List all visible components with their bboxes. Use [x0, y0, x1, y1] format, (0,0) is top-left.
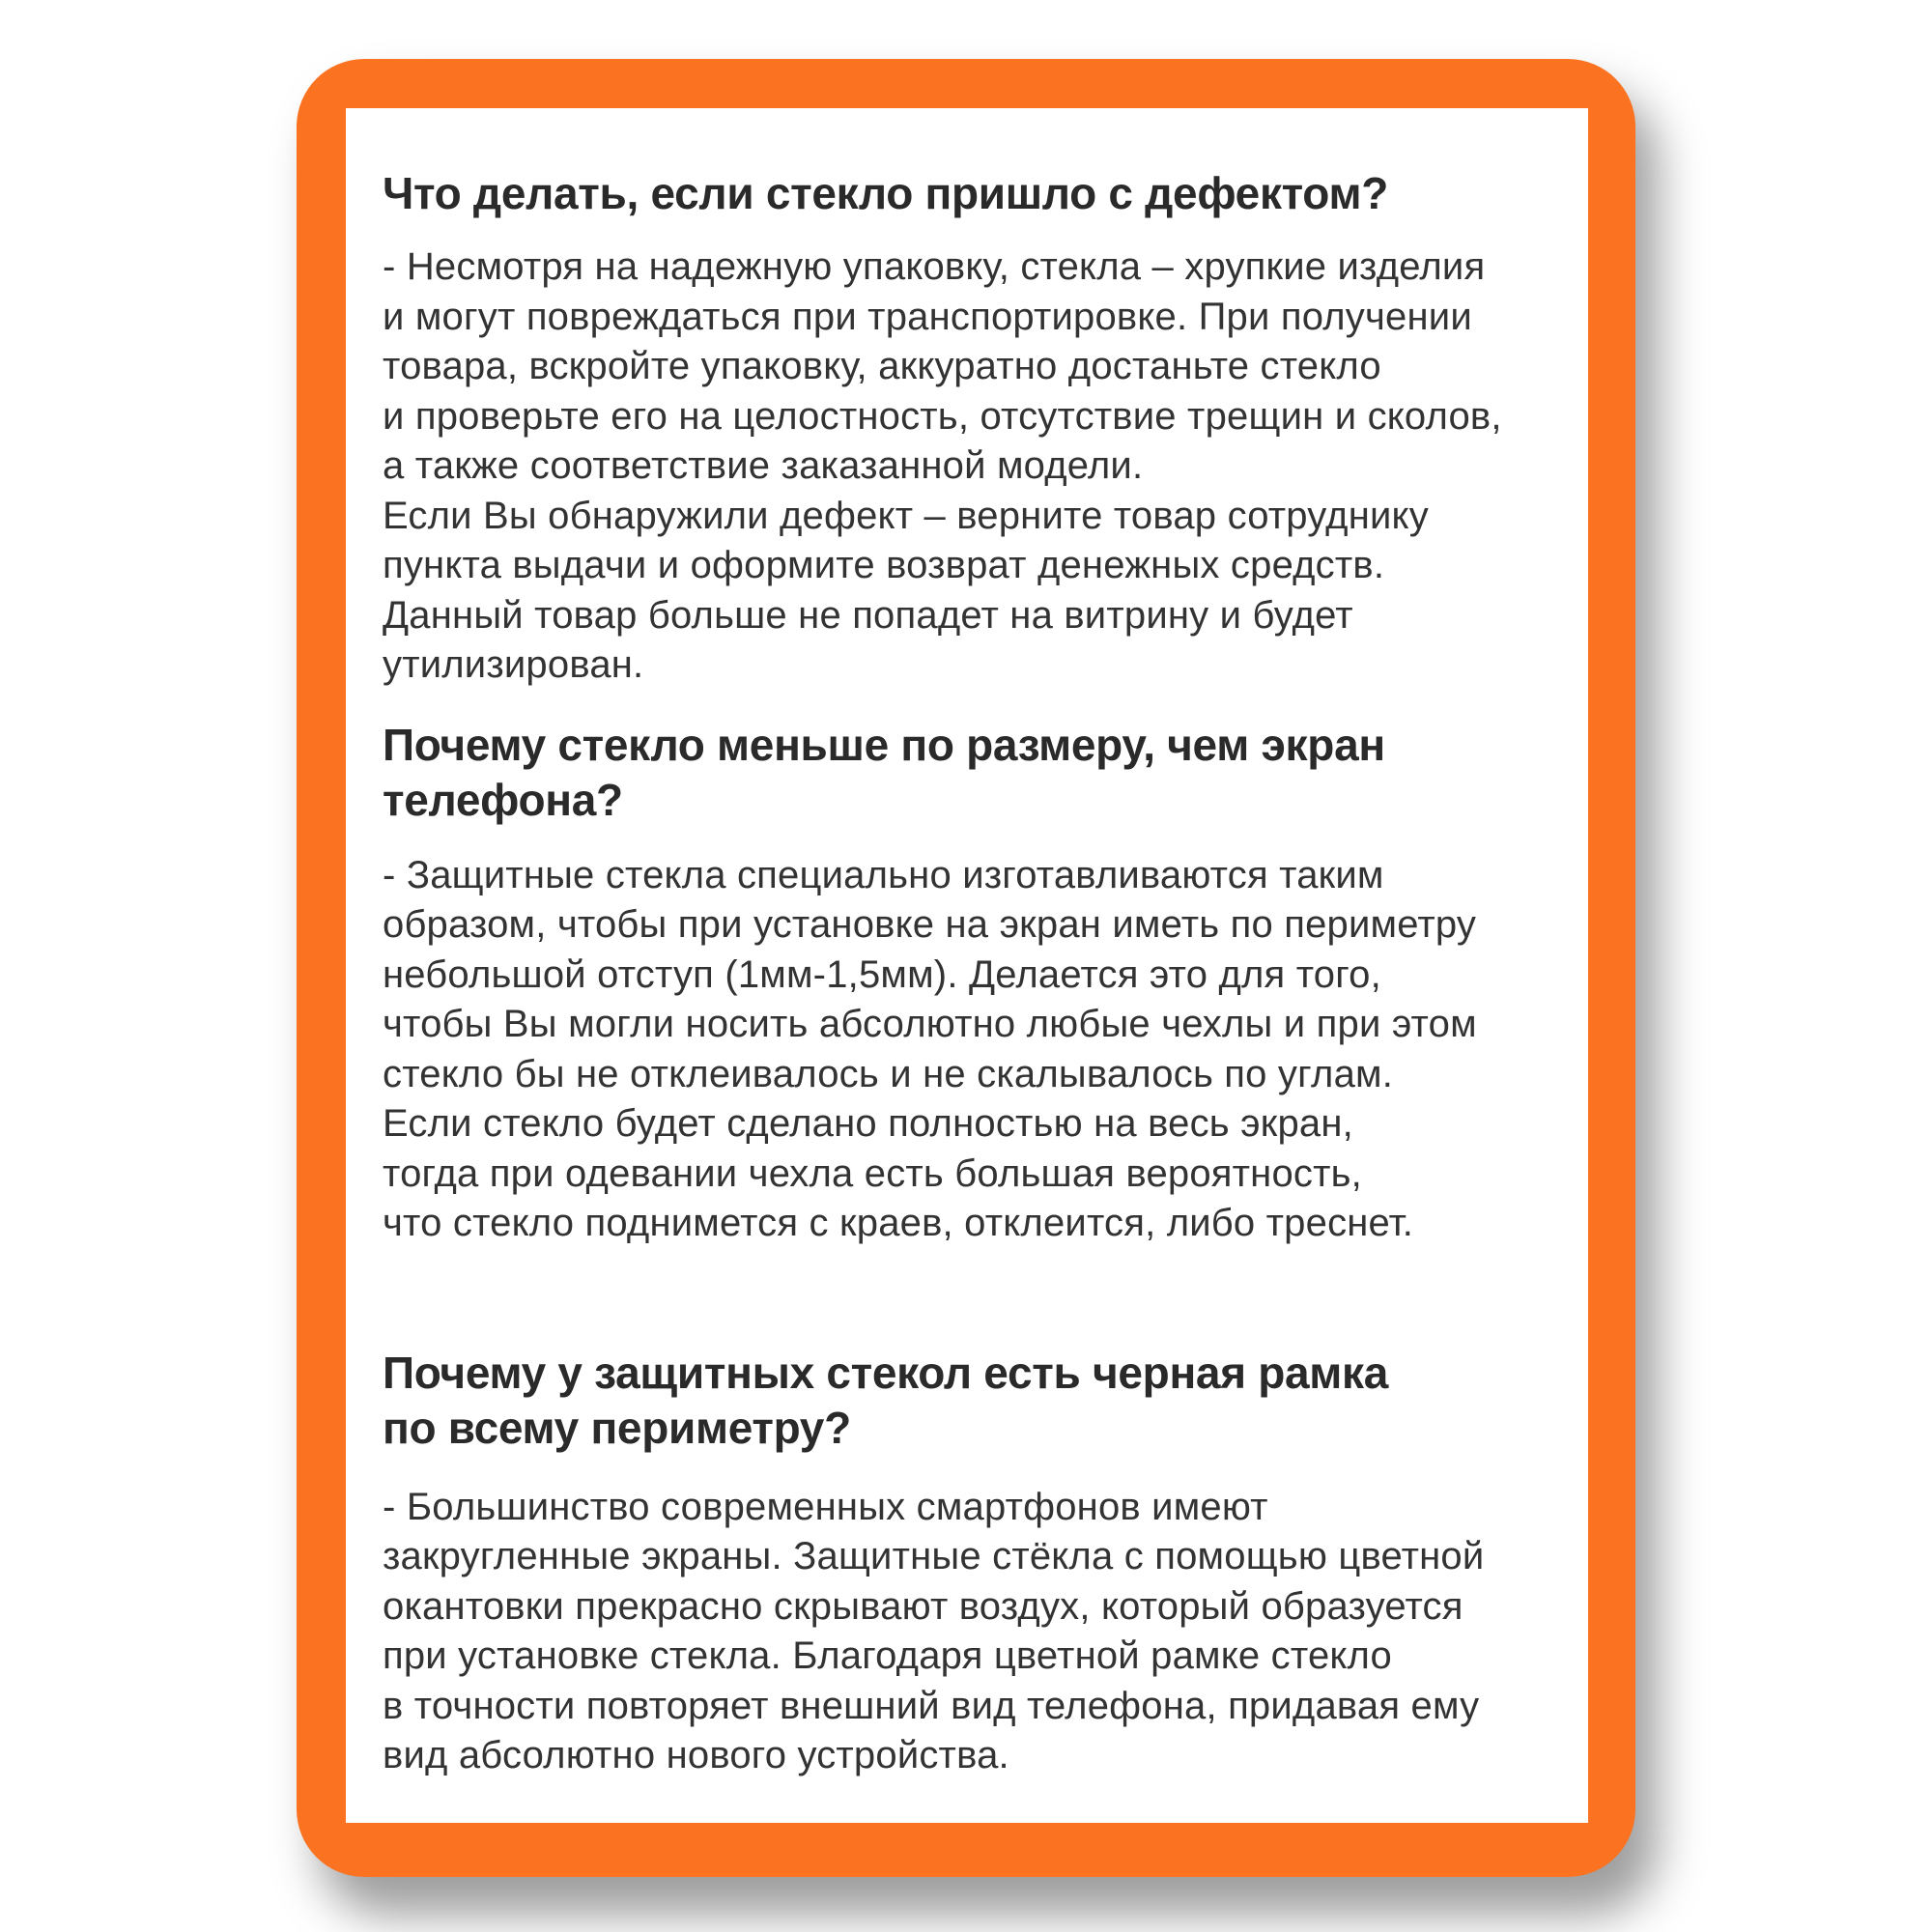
faq-card-frame — [297, 59, 1635, 1877]
faq-question-black-frame: Почему у защитных стекол есть черная рамка по всему периметру? — [383, 1347, 1389, 1453]
faq-answer-size: - Защитные стекла специально изготавливаются таким образом, чтобы при установке на экран иметь по периметру небольшой отступ (1мм-1,5мм). Делается это для того, чтобы Вы могли носить абсолютно любые чехлы и при этом стекло бы не отклеивалось и не скалывалось по углам. Если стекло будет сделано полностью на весь экран, тогда при одевании чехла есть большая вероятность, что стекло поднимется с краев, отклеится, либо треснет. — [383, 853, 1477, 1244]
faq-panel — [346, 108, 1588, 1823]
faq-answer-black-frame: - Большинство современных смартфонов имеют закругленные экраны. Защитные стёкла с помощью цветной окантовки прекрасно скрывают воздух, который образуется при установке стекла. Благодаря цветной рамке стекло в точности повторяет внешний вид телефона, придавая ему вид абсолютно нового устройства. — [383, 1485, 1485, 1776]
faq-question-size: Почему стекло меньше по размеру, чем экран телефона? — [383, 719, 1385, 825]
faq-question-defect: Что делать, если стекло пришло с дефектом? — [383, 168, 1389, 218]
faq-answer-defect: - Несмотря на надежную упаковку, стекла – хрупкие изделия и могут повреждаться при транспортировке. При получении товара, вскройте упаковку, аккуратно достаньте стекло и проверьте его на целостность, отсутствие трещин и сколов, а также соответствие заказанной модели. Если Вы обнаружили дефект – верните товар сотруднику пункта выдачи и оформите возврат денежных средств. Данный товар больше не попадет на витрину и будет утилизирован. — [383, 245, 1502, 686]
